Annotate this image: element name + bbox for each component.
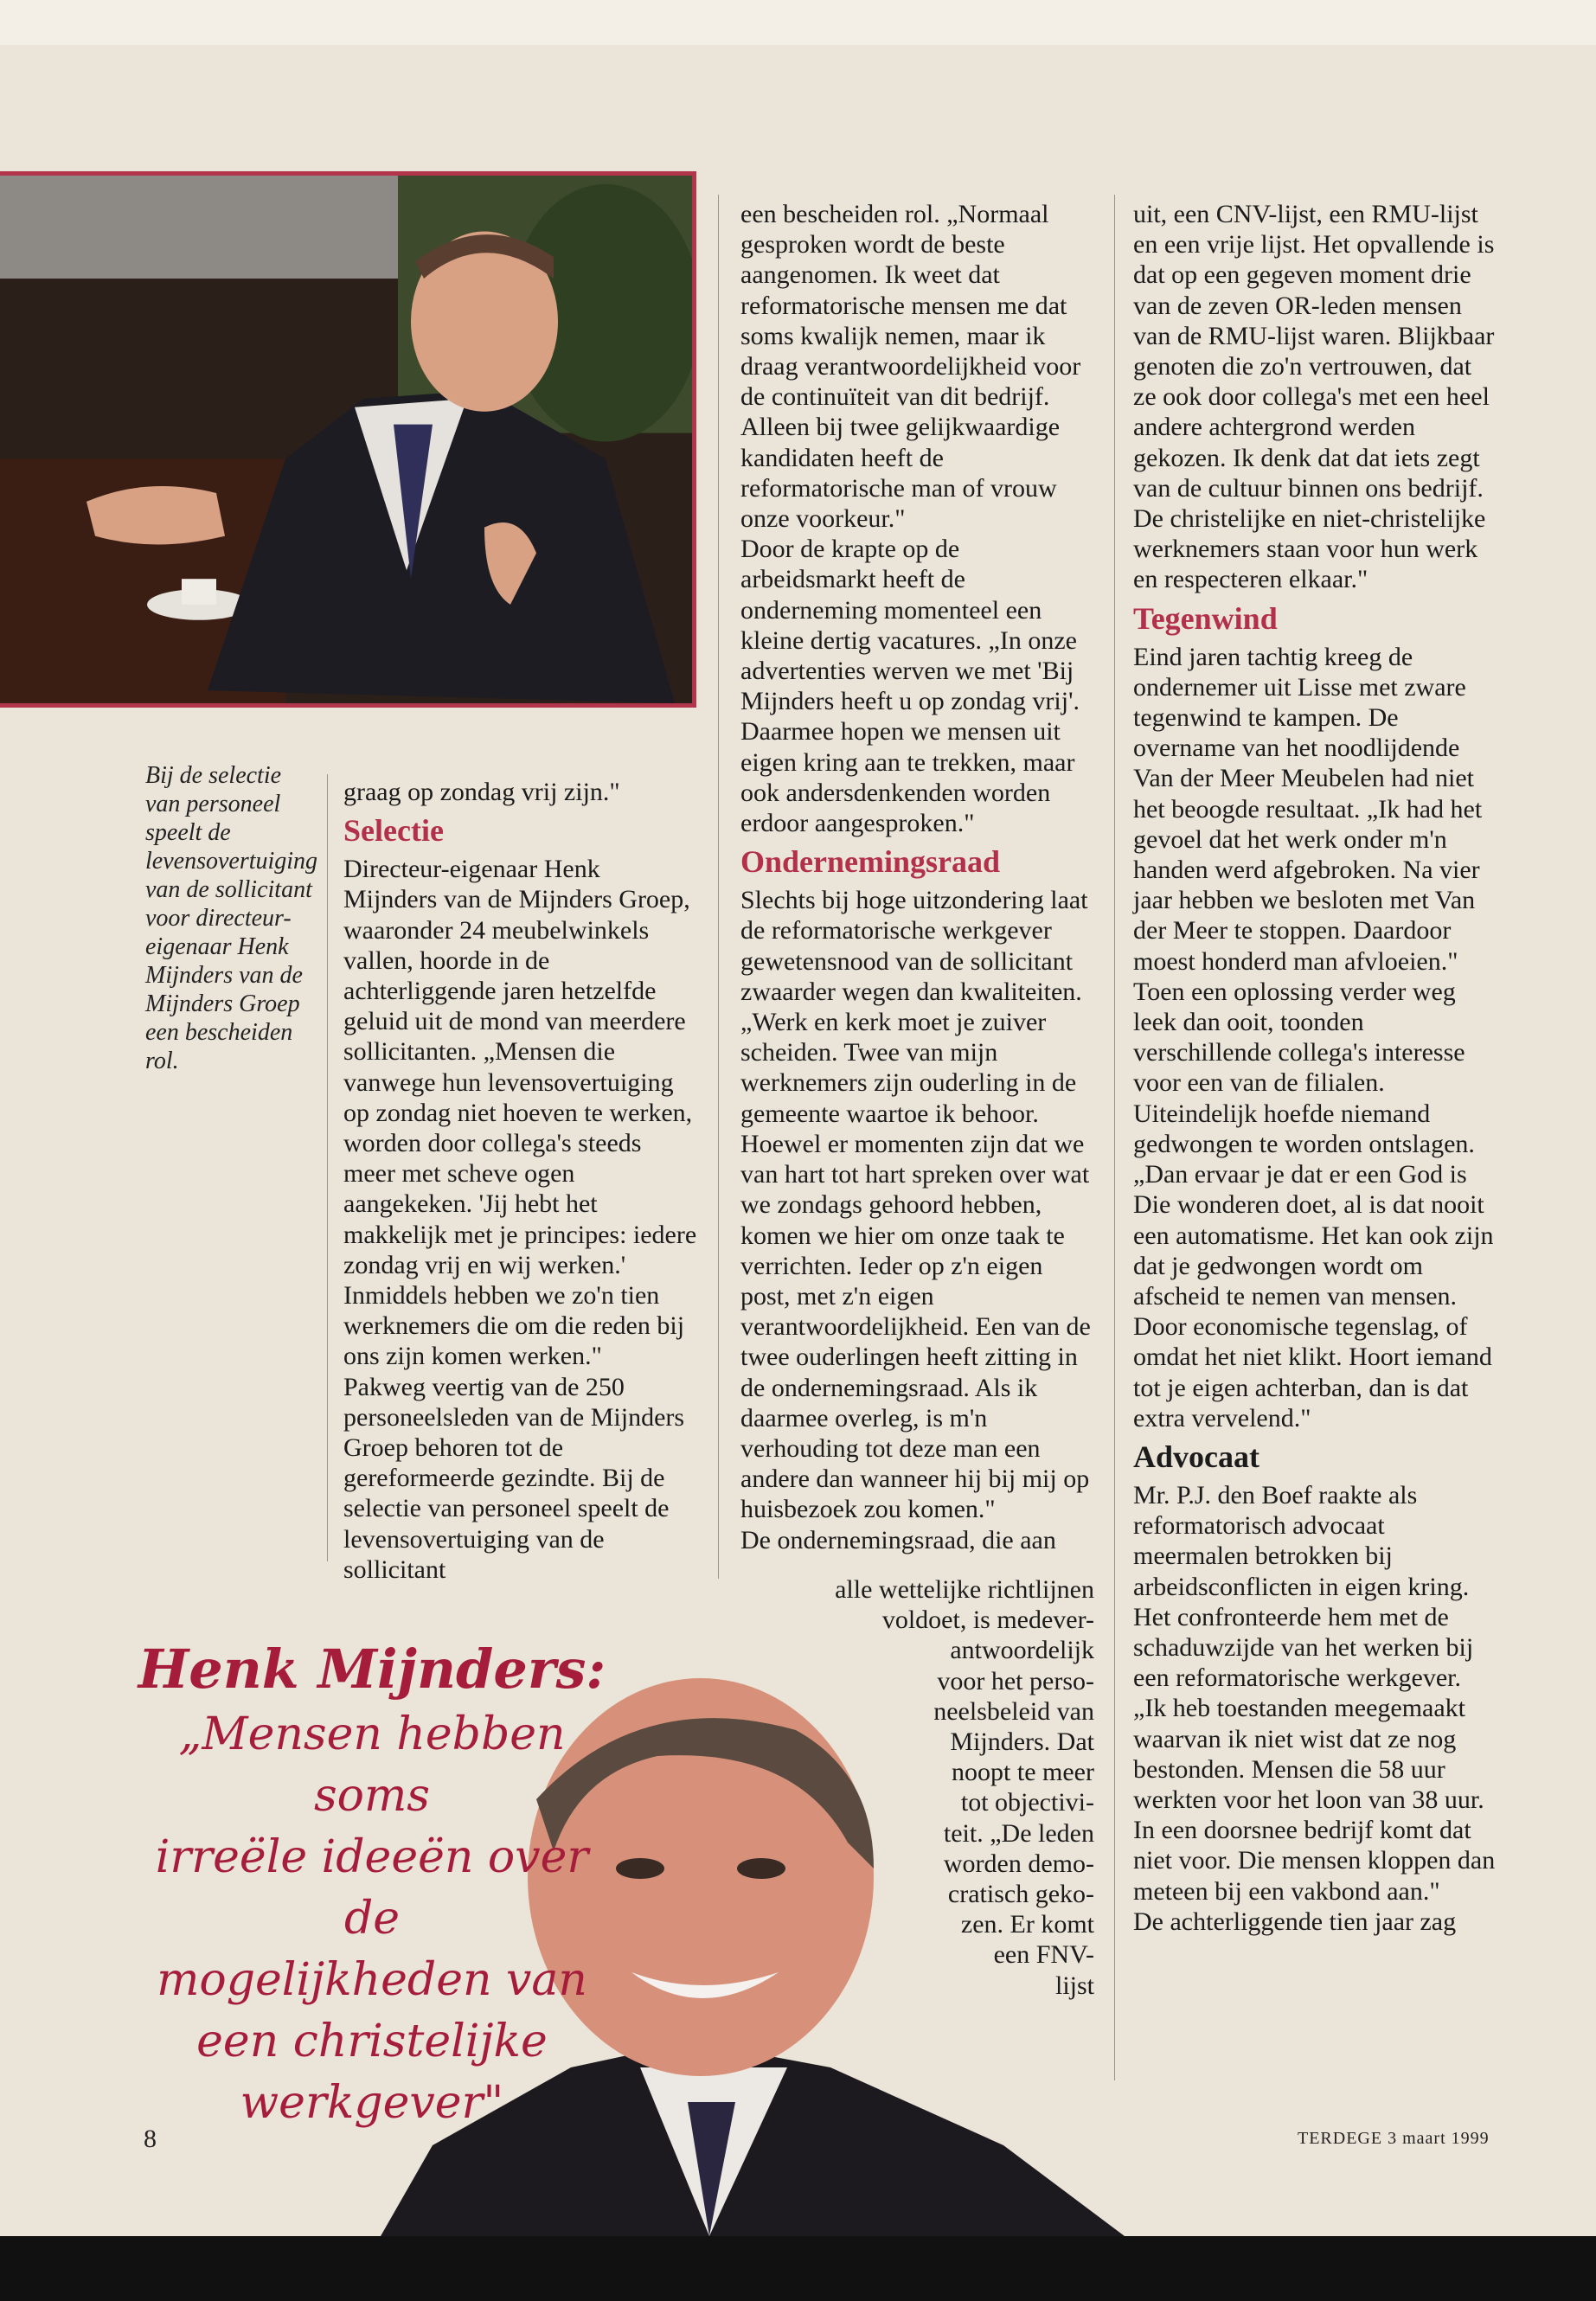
- page-number: 8: [144, 2125, 157, 2153]
- text-line: noopt te meer: [952, 1758, 1094, 1787]
- quote-line: werkgever": [240, 2077, 504, 2129]
- paragraph: Pakweg veertig van de 250 personeelsleden van de Mijnders Groep behoren tot de gereformeerde gezindte. Bij de selectie van personeel speelt de levensovertuiging van de sollicitant: [343, 1372, 685, 1584]
- publication-footer: TERDEGE 3 maart 1999: [1298, 2129, 1490, 2148]
- text-column-1: [343, 777, 698, 1585]
- column-rule-2: [718, 195, 719, 1579]
- quote-title: Henk Mijnders:: [138, 1638, 606, 1701]
- quote-line: mogelijkheden van: [157, 1954, 587, 2006]
- quote-line: irreële ideeën over de: [155, 1831, 589, 1945]
- text-column-2: [740, 199, 1095, 1555]
- paragraph: een bescheiden rol. „Normaal gesproken wordt de beste aangenomen. Ik weet dat reformatorische mensen me dat soms kwalijk nemen, maar ik draag verantwoordelijkheid voor de continuïteit van dit bedrijf. Alleen bij twee gelijkwaardige kandidaten heeft de reformatorische man of vrouw onze voorkeur.": [740, 200, 1081, 534]
- text-line: voor het perso-: [937, 1666, 1094, 1695]
- heading-tegenwind: Tegenwind: [1133, 600, 1278, 636]
- text-line: zen. Er komt: [960, 1910, 1094, 1939]
- paragraph: Eind jaren tachtig kreeg de ondernemer uit Lisse met zware tegenwind te kampen. De overname van het noodlijdende Van der Meer Meubelen had niet het beoogde resultaat. „Ik had het gevoel dat het werk onder m'n handen werd afgebroken. Na vier jaar hebben we besloten met Van der Meer te stoppen. Daardoor moest honderd man afvloeien.": [1133, 642, 1483, 976]
- text-line: tot objectivi-: [960, 1788, 1094, 1817]
- text-line: worden demo-: [943, 1849, 1094, 1878]
- text-line: Mijnders. Dat: [950, 1727, 1094, 1757]
- paragraph: uit, een CNV-lijst, een RMU-lijst en een vrije lijst. Het opvallende is dat op een gegeven moment drie van de zeven OR-leden mensen van de RMU-lijst waren. Blijkbaar genoten die zo'n vertrouwen, dat ze ook door collega's met een heel andere achtergrond werden gekozen. Ik denk dat dat iets zegt van de cultuur binnen ons bedrijf. De christelijke en niet-christelijke werknemers staan voor hun werk en respecteren elkaar.": [1133, 200, 1495, 594]
- text-line: lijst: [1054, 1971, 1094, 2000]
- paragraph: Slechts bij hoge uitzondering laat de reformatorische werkgever gewetensnood van de sollicitant zwaarder wegen dan kwaliteiten. „Werk en kerk moet je zuiver scheiden. Twee van mijn werknemers zijn ouderling in de gemeente waartoe ik behoor. Hoewel er momenten zijn dat we van hart tot hart spreken over wat we zondags gehoord hebben, komen we hier om onze taak te verrichten. Ieder op z'n eigen post, met z'n eigen verantwoordelijkheid. Een van de twee ouderlingen heeft zitting in de ondernemingsraad. Als ik daarmee overleg, is m'n verhouding tot deze man een andere dan wanneer hij bij mij op huisbezoek zou komen.": [740, 886, 1091, 1524]
- heading-advocaat: Advocaat: [1133, 1439, 1259, 1474]
- text-line: cratisch geko-: [947, 1880, 1094, 1909]
- heading-ondernemingsraad: Ondernemingsraad: [740, 844, 1001, 880]
- paragraph: De ondernemingsraad, die aan: [740, 1525, 1056, 1554]
- text-line: alle wettelijke richtlijnen: [835, 1575, 1094, 1604]
- photo-caption: Bij de selectie van personeel speelt de levensovertuiging van de sollicitant voor directeur-eigenaar Henk Mijnders van de Mijnders Groep een bescheiden rol.: [145, 762, 318, 1074]
- text-line: voldoet, is medever-: [881, 1606, 1094, 1635]
- paragraph: Directeur-eigenaar Henk Mijnders van de Mijnders Groep, waaronder 24 meubelwinkels vallen, hoorde in de achterliggende jaren hetzelfde geluid uit de mond van meerdere sollicitanten. „Mensen die vanwege hun levensovertuiging op zondag niet hoeven te werken, worden door collega's steeds meer met scheve ogen aangekeken. 'Jij hebt het makkelijk met je principes: iedere zondag vrij en wij werken.' Inmiddels hebben we zo'n tien werknemers die om die reden bij ons zijn komen werken.": [343, 855, 697, 1371]
- column-rule-1: [327, 774, 328, 1561]
- top-margin: [0, 0, 1596, 45]
- quote-line: een christelijke: [196, 2016, 548, 2067]
- text-column-3: [1133, 199, 1497, 1937]
- text-line: een FNV-: [993, 1940, 1094, 1970]
- paragraph: Toen een oplossing verder weg leek dan ooit, toonden verschillende collega's interesse voor een van de filialen. Uiteindelijk hoefde niemand gedwongen te worden ontslagen. „Dan ervaar je dat er een God is Die wonderen doet, al is dat nooit een automatisme. Het kan ook zijn dat je gedwongen wordt om afscheid te nemen van mensen. Door economische tegenslag, of omdat het niet klikt. Hoort iemand tot je eigen achterban, dan is dat extra vervelend.": [1133, 977, 1494, 1433]
- paragraph: graag op zondag vrij zijn.": [343, 778, 620, 806]
- quote-line: „Mensen hebben soms: [178, 1708, 566, 1822]
- paragraph: Mr. P.J. den Boef raakte als reformatorisch advocaat meermalen betrokken bij arbeidsconflicten in eigen kring. Het confronteerde hem met de schaduwzijde van het werken bij een reformatorische werkgever. „Ik heb toestanden meegemaakt waarvan ik niet wist dat ze nog bestonden. Mensen die 58 uur werkten voor het loon van 38 uur. In een doorsnee bedrijf komt dat niet voor. Die mensen kloppen dan meteen bij een vakbond aan.": [1133, 1480, 1496, 1906]
- paragraph: Door de krapte op de arbeidsmarkt heeft de onderneming momenteel een kleine dertig vacatures. „In onze advertenties werven we met 'Bij Mijnders heeft u op zondag vrij'. Daarmee hopen we mensen uit eigen kring aan te trekken, maar ook andersdenkenden worden erdoor aangesproken.": [740, 535, 1080, 838]
- pull-quote: [130, 1635, 614, 2134]
- text-line: teit. „De leden: [943, 1818, 1094, 1848]
- photo-mijnders-at-desk: [0, 171, 696, 708]
- text-line: neelsbeleid van: [933, 1696, 1094, 1726]
- heading-selectie: Selectie: [343, 813, 444, 849]
- paragraph: De achterliggende tien jaar zag: [1133, 1907, 1457, 1936]
- text-line: antwoordelijk: [950, 1636, 1094, 1665]
